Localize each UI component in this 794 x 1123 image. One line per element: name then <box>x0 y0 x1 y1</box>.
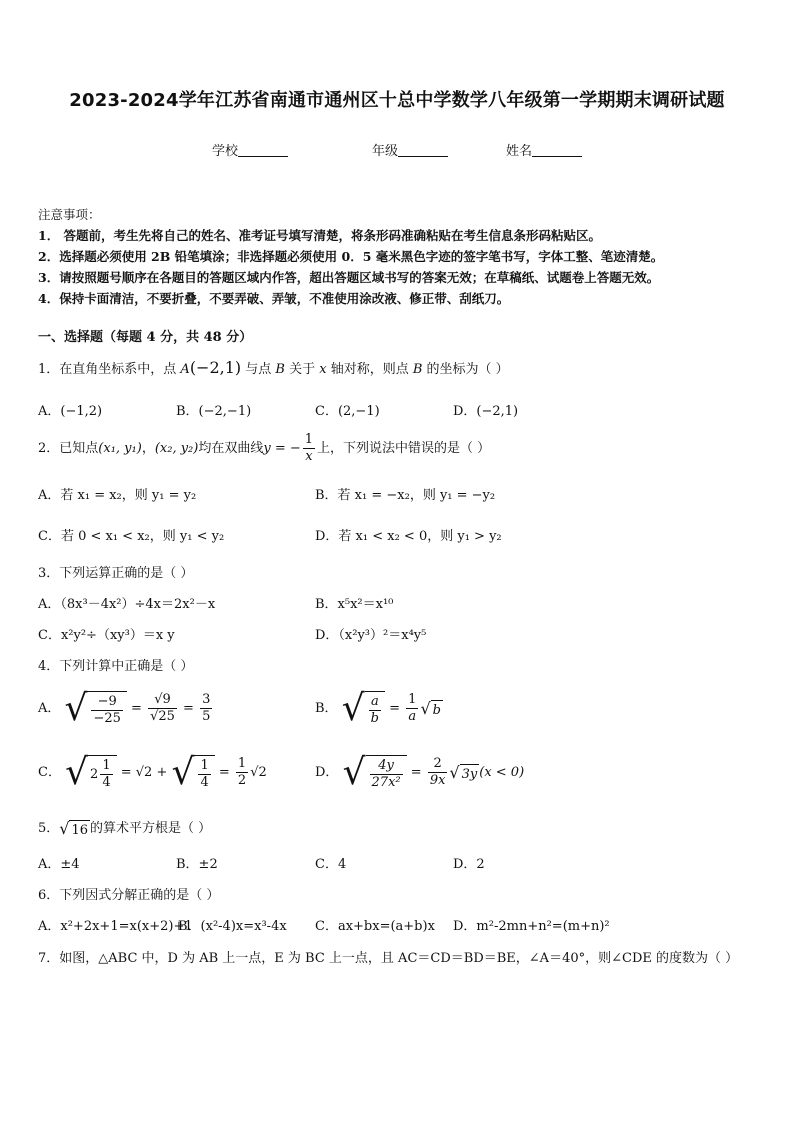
q3-option-a[interactable]: A．（8x³－4x²）÷4x＝2x²－x <box>38 597 216 612</box>
q3-option-c[interactable]: C．x²y²÷（xy³）＝x y <box>38 628 175 643</box>
q4c-num2: 1 <box>200 757 209 773</box>
q4a-sqrt: √ $\frac{-9}{-25}$ <box>65 688 127 729</box>
q4d-den: 27x² <box>371 774 401 790</box>
q6-option-d[interactable]: D．m²-2mn+n²=(m+n)² <box>453 919 610 934</box>
note-item: 4．保持卡面清洁，不要折叠，不要弄破、弄皱，不准使用涂改液、修正带、刮纸刀。 <box>38 291 510 306</box>
q6-option-b[interactable]: B．(x²-4)x=x³-4x <box>178 919 287 934</box>
q5-option-c[interactable]: C．4 <box>315 857 347 872</box>
q4-option-b[interactable]: B． √ $\frac{a}{b}$ = $\frac{1}{a}$ √ b <box>315 688 441 729</box>
q4c-root2: √2 <box>250 765 267 780</box>
q4d-eq: = <box>410 765 422 780</box>
q4b-sqrt: √ $\frac{a}{b}$ <box>342 688 385 729</box>
note-item: 2．选择题必须使用 2B 铅笔填涂；非选择题必须使用 0．5 毫米黑色字迹的签字笔书写，字体工整、笔迹清楚。 <box>38 249 664 264</box>
q1-text-mid: 与点 <box>241 362 276 377</box>
q5-option-b[interactable]: B．±2 <box>176 857 218 872</box>
q1-text-tail: 的坐标为（ ） <box>422 362 509 377</box>
q4d-num: 4y <box>370 758 403 775</box>
q1-option-a[interactable]: A．(−1,2) <box>38 404 103 419</box>
q5-option-a[interactable]: A．±4 <box>38 857 80 872</box>
q7-number: 7． <box>38 951 60 966</box>
q4a-den2: √25 <box>150 709 175 724</box>
q5-option-d[interactable]: D．2 <box>453 857 485 872</box>
q4d-label: D． <box>315 765 339 780</box>
q3-text: 下列运算正确的是（ ） <box>59 566 194 581</box>
q5-radicand: 16 <box>69 820 90 838</box>
q7-text: 如图，△ABC 中，D 为 AB 上一点，E 为 BC 上一点，且 AC＝CD＝BD＝BE，∠A＝40°，则∠CDE 的度数为（ ） <box>59 951 739 966</box>
q4-text: 下列计算中正确是（ ） <box>59 659 194 674</box>
q4d-sqrt2-in: 3y <box>460 764 480 782</box>
section-title: 一、选择题（每题 4 分，共 48 分） <box>38 330 253 345</box>
q1-option-b[interactable]: B．(−2,−1) <box>176 404 252 419</box>
q1-point-b: B <box>275 362 285 377</box>
q4b-one: 1 <box>408 692 417 707</box>
q1-point-b2: B <box>412 362 423 377</box>
name-field[interactable] <box>506 140 582 159</box>
q4b-den: b <box>370 710 379 726</box>
q4d-sqrt: √ $\frac{4y}{\text{27x²}}$ <box>343 752 407 793</box>
note-item: 1． 答题前，考生先将自己的姓名、准考证号填写清楚，将条形码准确粘贴在考生信息条形码粘贴区。 <box>38 228 602 243</box>
q2-text-mid: 均在双曲线 <box>198 441 264 456</box>
question-6 <box>38 884 219 903</box>
q4b-sqrt-b-in: b <box>431 700 443 718</box>
q4a-num3: 3 <box>202 692 211 707</box>
grade-blank[interactable] <box>398 143 448 157</box>
q4c-sqrt2: √ $\frac{1}{4}$ <box>172 752 215 793</box>
q5-sqrt: √ 16 <box>59 819 89 838</box>
q2-frac-den: x <box>305 449 313 464</box>
school-blank[interactable] <box>238 143 288 157</box>
notes-header: 注意事项： <box>38 207 101 222</box>
q4c-sqrt: √ 2 $\frac{1}{4}$ <box>65 752 117 793</box>
q1-number: 1． <box>38 362 60 377</box>
q4d-condition: (x < 0) <box>479 765 525 780</box>
q2-option-a[interactable]: A．若 x₁ = x₂，则 y₁ = y₂ <box>38 488 197 503</box>
q4c-den: 4 <box>102 774 111 790</box>
question-3 <box>38 562 193 581</box>
grade-label: 年级 <box>372 144 399 159</box>
q1-axis-x: x <box>319 362 327 377</box>
school-label: 学校 <box>212 144 239 159</box>
q2-point-1: (x₁, y₁) <box>98 441 142 456</box>
q6-text: 下列因式分解正确的是（ ） <box>59 888 220 903</box>
q2-text-pre: 已知点 <box>59 441 99 456</box>
q4b-a: a <box>408 709 417 724</box>
q4d-den2: 9x <box>429 773 446 788</box>
question-5 <box>38 817 211 838</box>
q4c-num: 1 <box>102 757 111 773</box>
q2-equation: y = − <box>263 441 301 456</box>
q2-number: 2． <box>38 441 60 456</box>
q2-frac-num: 1 <box>304 432 314 447</box>
q4c-eq2: = <box>218 765 230 780</box>
notes-block <box>38 204 663 309</box>
q1-text-pre: 在直角坐标系中，点 <box>59 362 181 377</box>
q4b-label: B． <box>315 701 338 716</box>
q2-point-2: (x₂, y₂) <box>154 441 199 456</box>
q4c-den3: 2 <box>237 773 247 788</box>
q1-option-c[interactable]: C．(2,−1) <box>315 404 380 419</box>
school-field[interactable] <box>212 140 288 159</box>
q3-option-b[interactable]: B．x⁵x²＝x¹⁰ <box>315 597 394 612</box>
q2-option-b[interactable]: B．若 x₁ = −x₂，则 y₁ = −y₂ <box>315 488 496 503</box>
q4c-whole: 2 <box>90 766 99 782</box>
q3-option-d[interactable]: D．（x²y³）²＝x⁴y⁵ <box>315 628 427 643</box>
q4a-label: A． <box>38 701 61 716</box>
q4d-sqrt2: √ 3y <box>449 763 478 782</box>
q2-text-tail: 上，下列说法中错误的是（ ） <box>317 441 491 456</box>
q4a-den3: 5 <box>202 709 211 724</box>
page-title: 2023-2024学年江苏省南通市通州区十总中学数学八年级第一学期期末调研试题 <box>69 90 725 111</box>
q4b-sqrt-b: √ b <box>420 699 441 718</box>
q2-fraction <box>303 432 315 465</box>
q6-number: 6． <box>38 888 60 903</box>
question-1 <box>38 358 509 377</box>
q4b-num: a <box>369 694 381 711</box>
q6-option-c[interactable]: C．ax+bx=(a+b)x <box>315 919 435 934</box>
q2-option-c[interactable]: C．若 0 < x₁ < x₂，则 y₁ < y₂ <box>38 529 225 544</box>
grade-field[interactable] <box>372 140 448 159</box>
q4a-num1: −9 <box>91 694 122 711</box>
q4c-num3: 1 <box>237 756 247 771</box>
q2-comma: ， <box>141 441 155 456</box>
question-4 <box>38 655 193 674</box>
q1-text-post: 轴对称，则点 <box>326 362 413 377</box>
q4c-den2: 4 <box>200 774 209 790</box>
q1-point-a: A <box>180 362 190 377</box>
question-2 <box>38 432 490 465</box>
name-blank[interactable] <box>532 143 582 157</box>
question-7 <box>38 947 738 966</box>
q4-option-a[interactable]: A． √ $\frac{-9}{-25}$ = $\frac{√9}{√25}$ = $\frac{3}{5}$ <box>38 688 211 729</box>
q4-option-c[interactable] <box>38 752 267 793</box>
q4d-num2: 2 <box>428 756 448 773</box>
q3-number: 3． <box>38 566 60 581</box>
q4c-eq1: = √2 + <box>120 765 168 780</box>
q5-text: 的算术平方根是（ ） <box>90 821 212 836</box>
q1-option-d[interactable]: D．(−2,1) <box>453 404 519 419</box>
name-label: 姓名 <box>506 144 533 159</box>
q4-option-d[interactable] <box>315 752 524 793</box>
q4a-num2: √9 <box>148 692 177 709</box>
q1-a-coord: (−2,1) <box>189 358 242 377</box>
q4-number: 4． <box>38 659 60 674</box>
q6-option-a[interactable]: A．x²+2x+1=x(x+2)+1 <box>38 919 193 934</box>
q4a-den1: −25 <box>93 710 121 726</box>
q1-text-mid2: 关于 <box>284 362 320 377</box>
q5-number: 5． <box>38 821 60 836</box>
note-item: 3．请按照题号顺序在各题目的答题区域内作答，超出答题区域书写的答案无效；在草稿纸、试题卷上答题无效。 <box>38 270 660 285</box>
q4c-label: C． <box>38 765 61 780</box>
q2-option-d[interactable]: D．若 x₁ < x₂ < 0，则 y₁ > y₂ <box>315 529 502 544</box>
